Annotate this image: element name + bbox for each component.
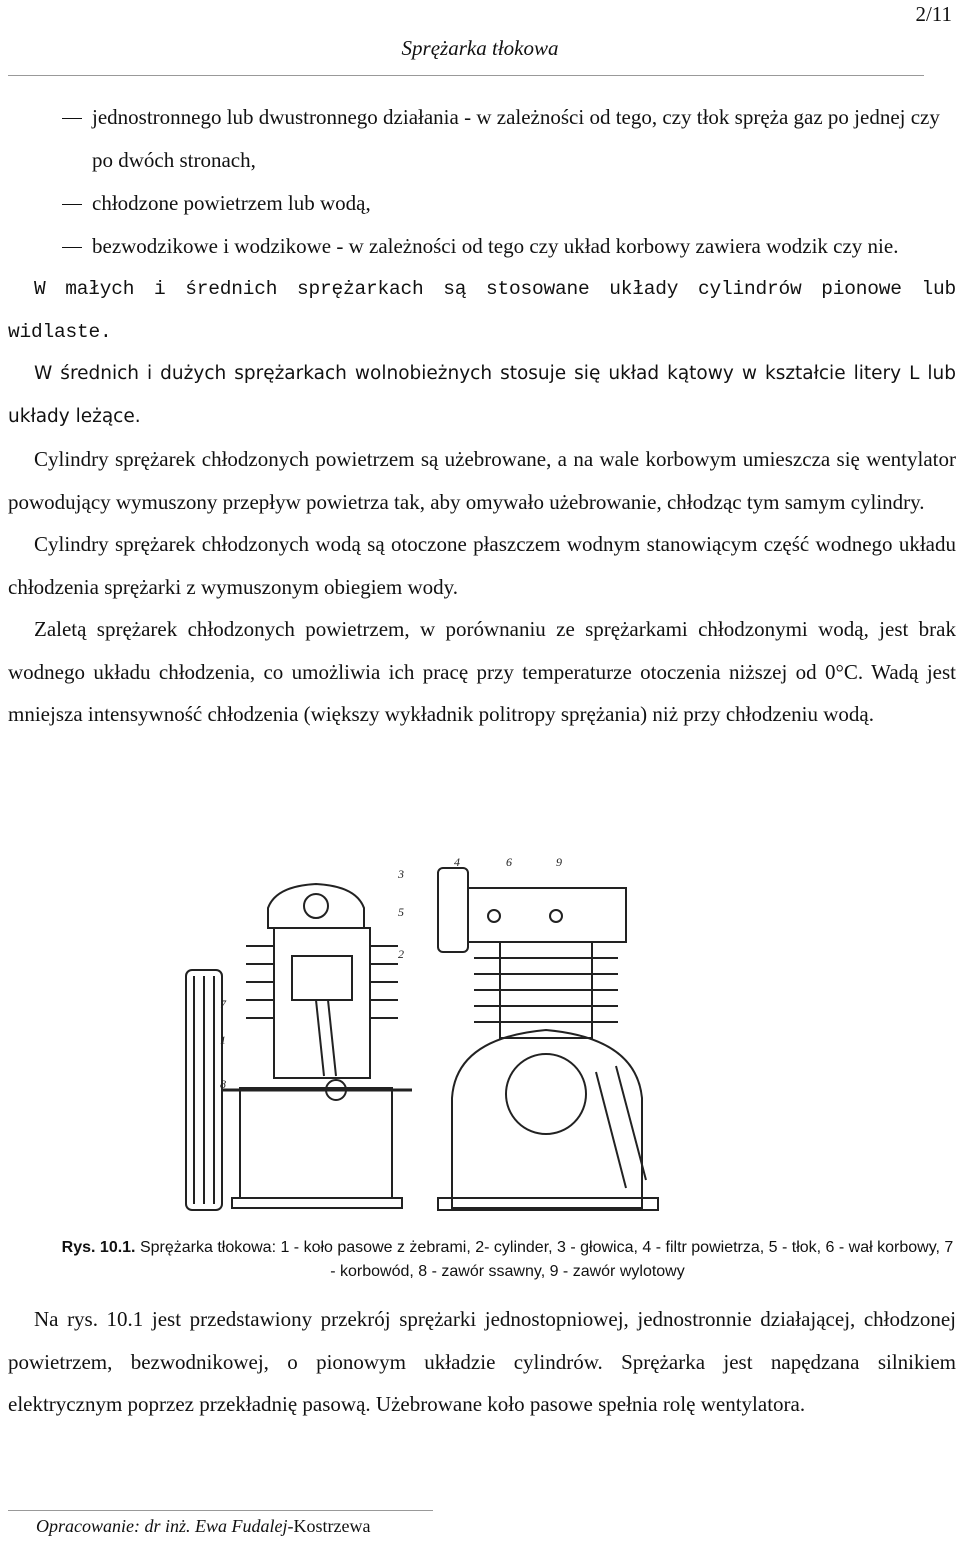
figure-label: 9 [556,858,562,869]
piston [292,956,352,1000]
cylinder-head [268,884,364,928]
list-item: jednostronnego lub dwustronnego działania - w zależności od tego, czy tłok spręża gaz po jednej czy po dwóch stronach, [8,96,956,182]
air-filter [438,868,468,952]
compressor-cross-section-drawing [176,858,808,1228]
figure-label: 3 [398,867,404,881]
figure-label: 6 [506,858,512,869]
figure-label: 7 [220,997,226,1011]
footer-author: Opracowanie: dr inż. Ewa Fudalej [36,1516,288,1536]
footer-author-suffix: -Kostrzewa [287,1516,371,1536]
paragraph: Zaletą sprężarek chłodzonych powietrzem, w porównaniu ze sprężarkami chłodzonymi wodą, jest brak wodnego układu chłodzenia, co umożliwia ich pracę przy temperaturze otoczenia niższej od 0°C. Wadą jest mniejsza intensywność chłodzenia (większy wykładnik politropy sprężania) niż przy chłodzeniu wodą. [8,617,956,726]
figure-caption [60,1236,955,1284]
paragraph: Cylindry sprężarek chłodzonych powietrzem są użebrowane, a na wale korbowym umieszcza się wentylator powodujący wymuszony przepływ powietrza tak, aby omywało użebrowanie, chłodząc tym samym cylindry. [8,447,956,514]
paragraph: Cylindry sprężarek chłodzonych wodą są otoczone płaszczem wodnym stanowiącym część wodnego układu chłodzenia sprężarki z wymuszonym obiegiem wody. [8,532,956,599]
footer-rule [8,1510,433,1511]
crankcase [240,1088,392,1198]
figure-label: 4 [454,858,460,869]
caption-text: Sprężarka tłokowa: 1 - koło pasowe z żebrami, 2- cylinder, 3 - głowica, 4 - filtr powietrza, 5 - tłok, 6 - wał korbowy, 7 - korbowód, 8 - zawór ssawny, 9 - zawór wylotowy [139,1239,954,1280]
list-item: bezwodzikowe i wodzikowe - w zależności od tego czy układ korbowy zawiera wodzik czy nie. [8,225,956,268]
figure-label: 8 [220,1077,226,1091]
paragraph: W małych i średnich sprężarkach są stosowane układy cylindrów pionowe lub widlaste. [8,278,956,343]
header-rule [8,75,924,76]
paragraph: W średnich i dużych sprężarkach wolnobieżnych stosuje się układ kątowy w kształcie litery L lub układy leżące. [8,363,956,427]
figure-label: 1 [220,1033,226,1047]
figure-label: 2 [398,947,404,961]
bullet-list [8,96,956,268]
body-text-continued [8,1298,956,1426]
right-view-crankcase [452,1030,642,1208]
running-title: Sprężarka tłokowa [401,36,559,60]
paragraph: Na rys. 10.1 jest przedstawiony przekrój sprężarki jednostopniowej, jednostronnie działającej, chłodzonej powietrzem, bezwodnikowej, o pionowym układzie cylindrów. Sprężarka jest napędzana silnikiem elektrycznym poprzez przekładnię pasową. Użebrowane koło pasowe spełnia rolę wentylatora. [8,1307,956,1416]
footer [36,1516,370,1537]
page-number: 2/11 [915,2,952,26]
body-text [8,96,956,736]
caption-label: Rys. 10.1. [61,1239,136,1256]
figure-label: 5 [398,905,404,919]
list-item: chłodzone powietrzem lub wodą, [8,182,956,225]
right-view-head [468,888,626,942]
